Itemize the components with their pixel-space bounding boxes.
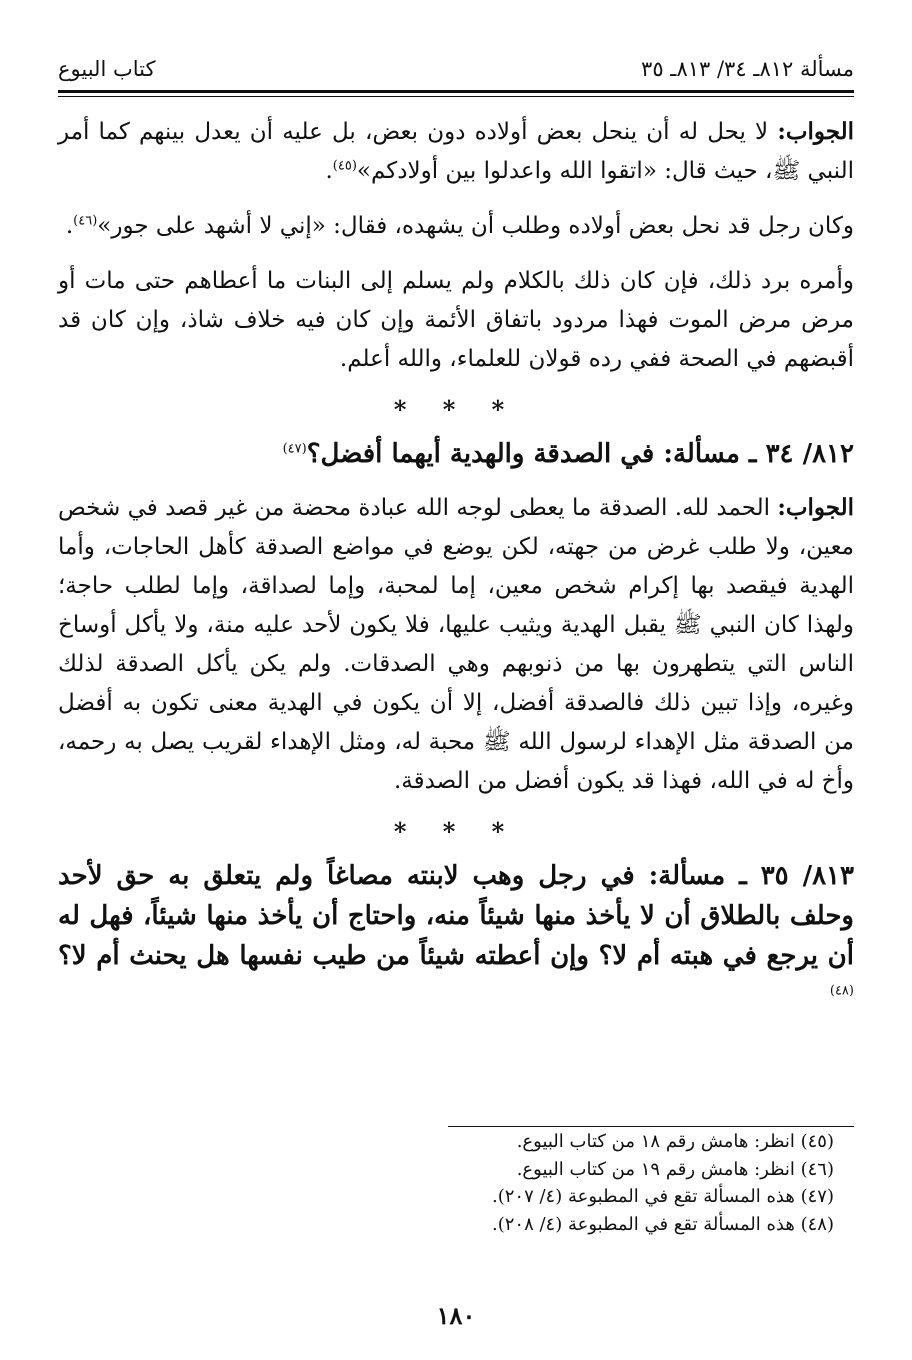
answer-paragraph: الجواب: لا يحل له أن ينحل بعض أولاده دون بعض، بل عليه أن يعدل بينهم كما أمر النبي ﷺ، حيث قال: «اتقوا الله واعدلوا بين أولادكم»$^{(٤٥)}$. [58,118,854,184]
page-number: ١٨٠ [436,1301,476,1330]
footnotes [274,1128,834,1238]
answer-text: لا يحل له أن ينحل بعض أولاده دون بعض، بل عليه أن يعدل بينهم كما أمر النبي ﷺ، حيث قال: «اتقوا الله واعدلوا بين أولادكم» [58,119,854,184]
answer-text: الحمد لله. الصدقة ما يعطى لوجه الله عبادة محضة من غير قصد في شخص معين، ولا طلب غرض من جهته، لكن يوضع في مواضع الصدقة كأهل الحاجات، وأما الهدية فيقصد بها إكرام شخص معين، إما لمحبة، وإما لصداقة، وإما لطلب حاجة؛ ولهذا كان النبي ﷺ يقبل الهدية ويثيب عليها، فلا يكون لأحد عليه منة، ولا يأكل أوساخ الناس التي يتطهرون بها من ذنوبهم وهي الصدقات. ولم يكن يأكل الصدقة لذلك وغيره، وإذا تبين ذلك فالصدقة أفضل، إلا أن يكون في الهدية معنى تكون به أفضل من الصدقة مثل الإهداء لرسول الله ﷺ محبة له، ومثل الإهداء لقريب يصل به رحمه، وأخ له في الله، فهذا قد يكون أفضل من الصدقة. [58,495,854,794]
ruling-paragraph [58,262,854,379]
section-separator: * * * [393,395,519,424]
footnote-item: (٤٥) انظر: هامش رقم ١٨ من كتاب البيوع. [516,1131,834,1152]
answer-paragraph-34 [58,488,854,801]
footnote-rule [448,1126,854,1127]
paragraph-text: وكان رجل قد نحل بعض أولاده وطلب أن يشهده، فقال: «إني لا أشهد على جور» [97,213,854,239]
header-rule-thin [58,96,854,97]
answer-label: الجواب: [777,494,854,521]
running-header [58,52,854,86]
paragraph-text: وأمره برد ذلك، فإن كان ذلك بالكلام ولم يسلم إلى البنات ما أعطاهم حتى مات أو مرض مرض الموت فهذا مردود باتفاق الأئمة وإن كان فيه خلاف شاذ، وإن كان قد أقبضهم في الصحة ففي رده قولان للعلماء، والله أعلم. [58,268,854,372]
hadith-paragraph: وكان رجل قد نحل بعض أولاده وطلب أن يشهده، فقال: «إني لا أشهد على جور»$^{(٤٦)}$. [65,213,854,239]
header-issue-range: مسألة ٨١٢ـ ٣٤/ ٨١٣ـ ٣٥ [641,57,854,81]
issue-heading-text: ٨١٣/ ٣٥ ـ مسألة: في رجل وهب لابنته مصاغاً ولم يتعلق به حق لأحد وحلف بالطلاق أن لا يأخذ منها شيئاً منه، واحتاج أن يأخذ منها شيئاً، فهل له أن يرجع في هبته أم لا؟ وإن أعطته شيئاً من طيب نفسها هل يحنث أم لا؟ [58,861,854,971]
footnote-item: (٤٨) هذه المسألة تقع في المطبوعة (٤/ ٢٠٨). [491,1213,834,1235]
page-body [58,112,854,1030]
answer-label: الجواب: [777,118,854,145]
issue-heading-text: ٨١٢/ ٣٤ ـ مسألة: في الصدقة والهدية أيهما أفضل؟ [306,439,854,469]
footnote-ref[interactable]: (٤٥) [332,158,357,174]
header-book-title: كتاب البيوع [58,57,156,81]
footnote-ref[interactable]: (٤٧) [282,441,307,457]
footnote-ref[interactable]: (٤٦) [73,213,98,229]
footnote-item: (٤٧) هذه المسألة تقع في المطبوعة (٤/ ٢٠٧). [491,1186,834,1207]
section-separator: * * * [393,817,519,846]
footnote-item: (٤٦) انظر: هامش رقم ١٩ من كتاب البيوع. [516,1158,834,1180]
header-rule [58,90,854,93]
issue-heading-34 [58,434,854,474]
footnote-ref[interactable]: (٤٨) [829,983,854,999]
issue-heading-35 [58,856,854,1016]
